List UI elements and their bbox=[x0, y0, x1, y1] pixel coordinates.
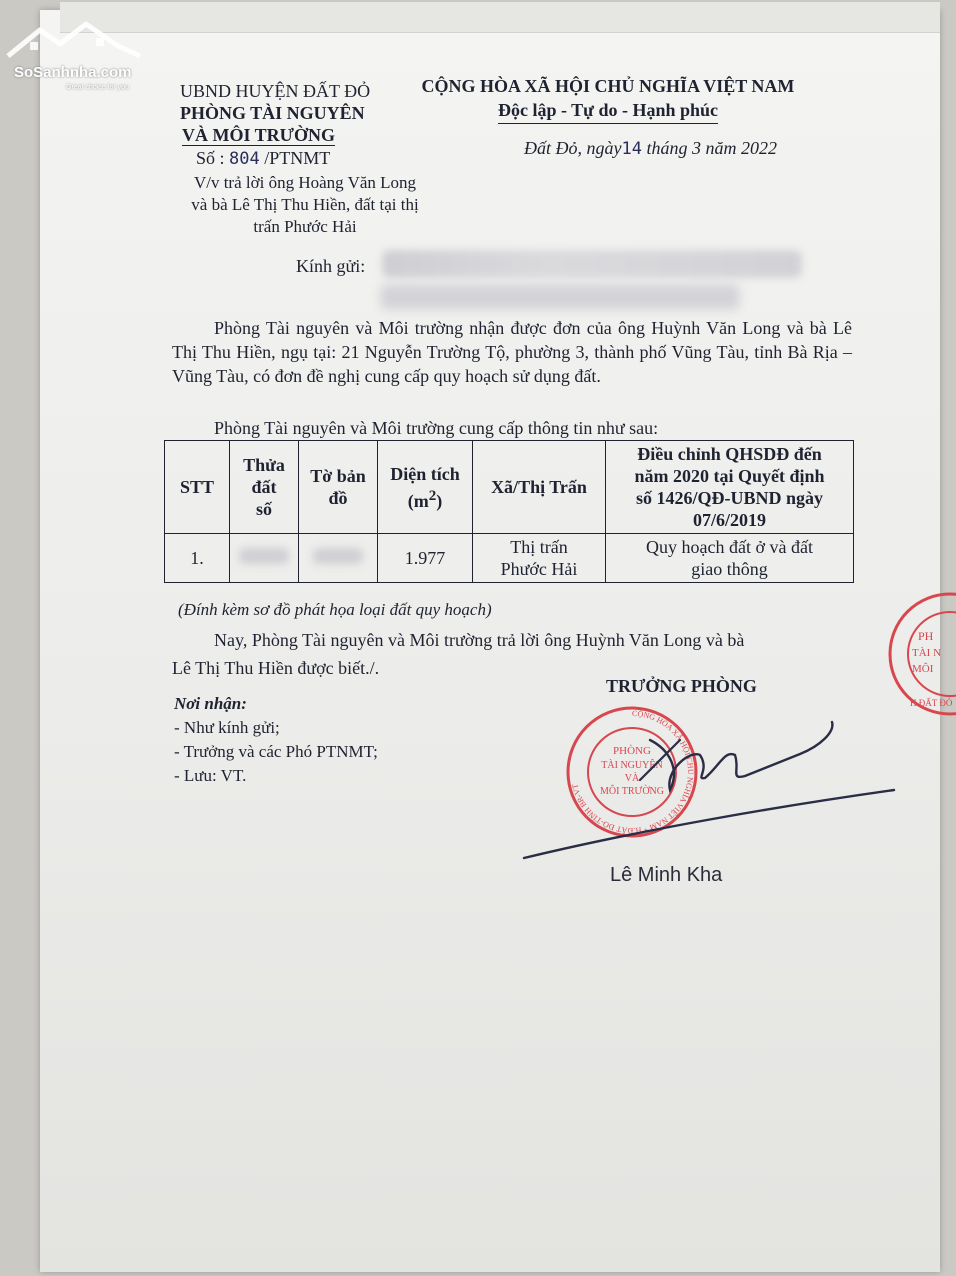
seal-text-1: PHÒNG bbox=[613, 745, 651, 757]
th-to-1: Tờ bản bbox=[310, 466, 366, 486]
watermark-logo bbox=[0, 12, 150, 91]
redacted-recipient-1 bbox=[382, 250, 802, 278]
seal-text-3: VÀ bbox=[624, 773, 640, 784]
th-dt-1: Diện tích bbox=[390, 463, 460, 484]
date-prefix: Đất Đỏ, ngày bbox=[524, 138, 622, 158]
td-dien-tich: 1.977 bbox=[378, 534, 473, 583]
date-suffix: tháng 3 năm 2022 bbox=[646, 138, 777, 158]
th-dien-tich bbox=[378, 441, 473, 534]
th-dc-2: năm 2020 tại Quyết định bbox=[634, 466, 825, 486]
seal2-text-1: PH bbox=[918, 629, 934, 643]
recipient-label: Kính gửi: bbox=[296, 256, 366, 276]
th-dc-1: Điều chỉnh QHSDĐ đến bbox=[637, 444, 822, 464]
seal-ring-text: CỘNG HÒA XÃ HỘI CHỦ NGHĨA VIỆT NAM * H.ĐẤT ĐỎ-TỈNH BR-VT bbox=[570, 708, 695, 836]
td-qh-2: giao thông bbox=[691, 559, 768, 579]
recipient-item-3: - Lưu: VT. bbox=[174, 766, 247, 785]
th-dt-sup: 2 bbox=[428, 487, 437, 504]
para1-line-3: Vũng Tàu, tỉnh Bà Rịa – Vũng Tàu, có đơn đề nghị cung cấp quy hoạch sử dụng bbox=[172, 342, 852, 386]
subject-line-2: và bà Lê Thị Thu Hiền, đất tại thị bbox=[191, 195, 419, 214]
closing-line-1: Nay, Phòng Tài nguyên và Môi trường trả lời ông Huỳnh Văn Long và bà bbox=[214, 630, 745, 650]
issuer-line-2: PHÒNG TÀI NGUYÊN bbox=[180, 103, 365, 123]
th-thua-1: Thửa bbox=[243, 455, 285, 475]
subject-line-1: V/v trả lời ông Hoàng Văn Long bbox=[193, 173, 417, 192]
th-dt-unit bbox=[382, 485, 468, 512]
td-xa-2: Phước Hải bbox=[500, 559, 578, 579]
subject-line-3: trấn Phước Hải bbox=[253, 217, 357, 236]
td-thua-redacted bbox=[230, 534, 299, 583]
th-to-ban-do bbox=[299, 441, 378, 534]
so-suffix: /PTNMT bbox=[264, 148, 331, 168]
redacted-recipient-2 bbox=[380, 284, 740, 310]
seal-text-4: MÔI TRƯỜNG bbox=[600, 786, 664, 797]
seal2-text-4: H.ĐẤT ĐỎ bbox=[910, 698, 953, 708]
table-row bbox=[165, 534, 854, 583]
body-paragraph-1 bbox=[172, 316, 852, 388]
motto-text: Độc lập - Tự do - Hạnh phúc bbox=[498, 98, 718, 124]
issuer-line-3 bbox=[180, 124, 370, 146]
document-date bbox=[524, 138, 777, 159]
recipients-list bbox=[174, 692, 378, 788]
recipients-title: Nơi nhận: bbox=[174, 694, 247, 713]
seal2-text-3: MÔI bbox=[912, 663, 934, 675]
th-dt-2: (m bbox=[407, 490, 429, 511]
issuer-line-3-text: VÀ MÔI TRƯỜNG bbox=[182, 125, 335, 145]
th-thua-2: đất bbox=[251, 477, 277, 497]
th-xa-thi-tran: Xã/Thị Trấn bbox=[473, 441, 606, 534]
th-stt: STT bbox=[165, 441, 230, 534]
so-prefix: Số : bbox=[196, 148, 225, 168]
body-paragraph-2: Phòng Tài nguyên và Môi trường cung cấp thông tin như sau: bbox=[214, 418, 659, 438]
partial-seal-icon bbox=[880, 584, 956, 724]
closing-line-2: Lê Thị Thu Hiền được biết./. bbox=[172, 658, 380, 678]
td-stt: 1. bbox=[165, 534, 230, 583]
th-thua-3: số bbox=[255, 499, 272, 519]
national-header bbox=[408, 74, 808, 124]
td-xa-1: Thị trấn bbox=[510, 537, 568, 557]
attachment-note: (Đính kèm sơ đồ phát họa loại đất quy hoạch) bbox=[178, 600, 492, 619]
redacted-cell-1 bbox=[239, 548, 289, 564]
motto bbox=[408, 98, 808, 124]
td-qh-1: Quy hoạch đất ở và đất bbox=[646, 537, 813, 557]
table-header-row bbox=[165, 441, 854, 534]
national-title: CỘNG HÒA XÃ HỘI CHỦ NGHĨA VIỆT NAM bbox=[421, 76, 795, 96]
seal2-text-2: TÀI N bbox=[912, 647, 942, 659]
seal-text-2: TÀI NGUYÊN bbox=[601, 760, 663, 771]
handwritten-signature-icon bbox=[520, 710, 900, 880]
signer-title: TRƯỞNG PHÒNG bbox=[606, 676, 757, 696]
paper-edge-behind bbox=[60, 2, 940, 33]
td-quy-hoach bbox=[606, 534, 854, 583]
para1-line-2: và bà Lê Thị Thu Hiền, ngụ tại: 21 Nguyễn Trường Tộ, phường 3, thành phố bbox=[172, 318, 852, 362]
th-dc-4: 07/6/2019 bbox=[692, 510, 766, 530]
para1-line-1: Phòng Tài nguyên và Môi trường nhận được đơn của ông Huỳnh Văn Long bbox=[214, 318, 781, 338]
th-dc-3: số 1426/QĐ-UBND ngày bbox=[635, 488, 823, 508]
redacted-cell-2 bbox=[313, 548, 363, 564]
issuer-line-1: UBND HUYỆN ĐẤT ĐỎ bbox=[180, 81, 371, 101]
td-to-redacted bbox=[299, 534, 378, 583]
watermark-tagline: Great choice for you bbox=[66, 84, 130, 91]
so-number-handwritten: 804 bbox=[229, 149, 260, 169]
para1-line-4: đất. bbox=[574, 366, 601, 386]
subject-line bbox=[160, 172, 450, 238]
watermark-brand: SoSanhnha.com bbox=[14, 64, 132, 81]
th-dt-3: ) bbox=[436, 490, 443, 511]
land-info-table bbox=[164, 440, 854, 583]
th-dieu-chinh bbox=[606, 441, 854, 534]
th-thua bbox=[230, 441, 299, 534]
td-xa bbox=[473, 534, 606, 583]
closing-paragraph bbox=[172, 626, 862, 682]
signer-name: Lê Minh Kha bbox=[610, 864, 723, 886]
issuer-header bbox=[180, 80, 370, 146]
th-to-2: đồ bbox=[328, 488, 348, 508]
document-number bbox=[196, 148, 330, 169]
date-day-handwritten: 14 bbox=[621, 139, 642, 159]
recipient-item-1: - Như kính gửi; bbox=[174, 718, 280, 737]
recipient-item-2: - Trưởng và các Phó PTNMT; bbox=[174, 742, 378, 761]
